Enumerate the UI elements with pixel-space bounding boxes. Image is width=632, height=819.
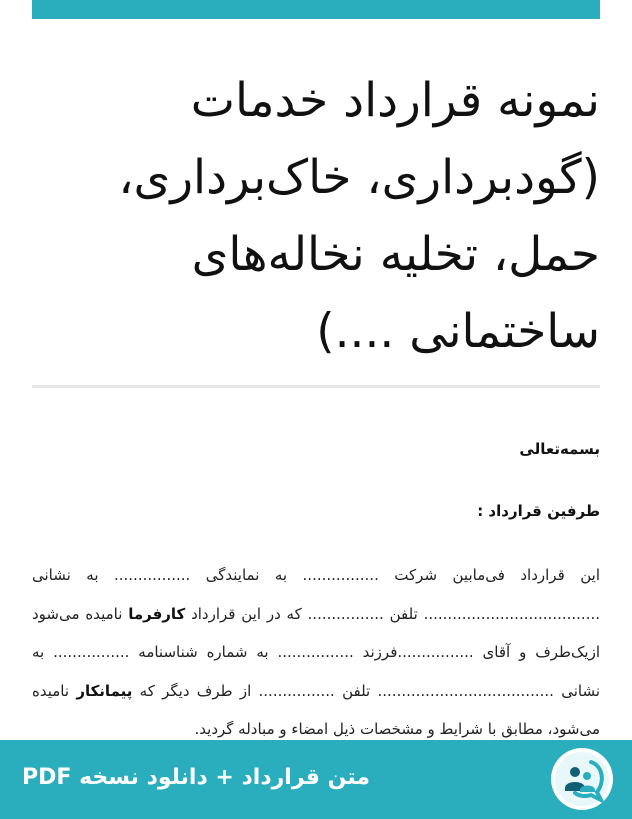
top-accent-bar <box>32 0 600 19</box>
bismillah-heading: بسمه‌تعالی <box>519 440 600 458</box>
parties-heading: طرفین قرارداد : <box>477 502 600 520</box>
download-pdf-link[interactable]: متن قرارداد + دانلود نسخه PDF <box>22 765 370 790</box>
paragraph-text-part-1: این قرارداد فی‌مابین شرکت ................ به نمایندگی ................ به نشانی ..................................... تلفن ................ که در این قرارداد <box>32 566 601 623</box>
corner-mark: ر <box>3 804 8 814</box>
contractor-term: پیمانکار <box>76 681 133 700</box>
contract-parties-paragraph <box>32 556 600 749</box>
paragraph-text-part-3: نامیده می‌شود، مطابق با شرایط و مشخصات ذیل امضاء و مبادله گردید. <box>32 681 600 738</box>
logo-graphic <box>551 748 613 810</box>
title-divider <box>32 385 600 388</box>
paragraph-text-part-2: نامیده می‌شود ازیک‌طرف و آقای ................فرزند ................ به شماره شناسنامه ................ به نشانی ..................................... تلفن ................ از طرف دیگر که <box>32 604 600 700</box>
users-chat-logo-icon[interactable] <box>551 748 613 810</box>
employer-term: کارفرما <box>128 604 186 623</box>
page-title: نمونه قرارداد خدمات (گودبرداری، خاک‌برداری، حمل، تخلیه نخاله‌های ساختمانی ....) <box>118 73 600 359</box>
